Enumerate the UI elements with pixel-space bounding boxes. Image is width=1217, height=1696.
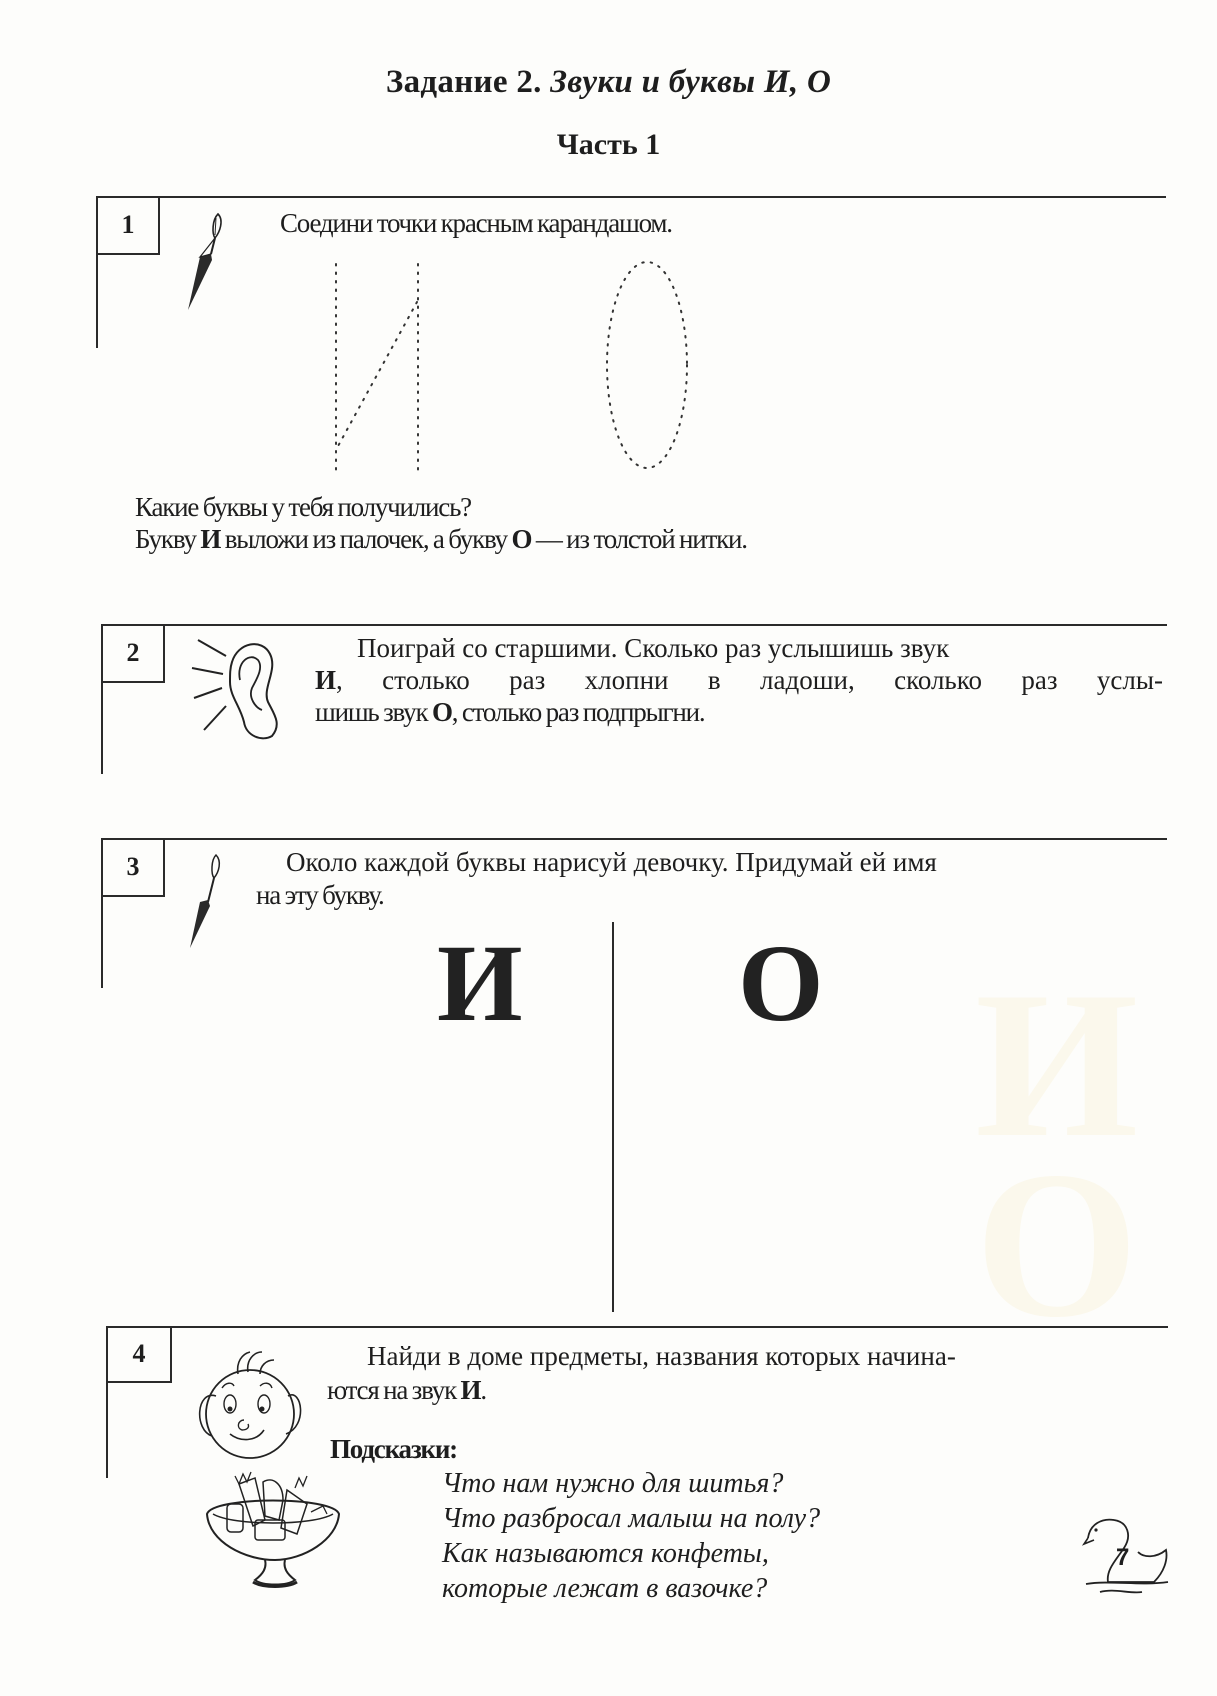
dotted-letter-i-trace[interactable] [320,258,470,473]
task-1-top-rule [96,196,1166,198]
task-4-text-line-1: Найди в доме предметы, названия которых начина- [367,1341,956,1371]
follow-up-text: выложи из палочек, а букву [220,524,512,554]
hint-item: которые лежат в вазочке? [442,1573,768,1604]
task-number-box [101,625,165,683]
letter-i: И [315,665,337,695]
task-4-text-fragment: ются на звук [327,1375,461,1405]
letter-o: О [431,697,452,727]
task-1-question: Какие буквы у тебя получились? [135,492,471,522]
follow-up-text: — из толстой нитки. [531,524,747,554]
task-number: 3 [126,852,140,881]
page-subtitle: Часть 1 [556,128,661,161]
boy-face-icon [186,1340,311,1465]
ear-icon [190,632,290,742]
task-3-text-line-1: Около каждой буквы нарисуй девочку. Придумай ей имя [286,847,937,877]
paintbrush-icon [182,210,232,315]
title-prefix: Задание 2. [385,64,542,100]
letter-i: И [460,1375,481,1405]
candy-bowl-icon [203,1470,343,1595]
follow-up-text: Букву [135,524,201,554]
task-4-text-line-2 [327,1375,486,1405]
task-number: 1 [121,210,135,239]
task-4-text-fragment: . [480,1375,486,1405]
page-number: 7 [1116,1544,1130,1571]
task-3-top-rule [101,838,1167,840]
task-number-box [101,839,165,897]
task-number: 4 [132,1339,146,1368]
letter-o-large: О [738,922,824,1044]
hint-item: Что разбросал малыш на полу? [442,1503,821,1534]
letter-i: И [200,524,221,554]
task-1-follow-up [135,524,747,554]
hint-item: Как называются конфеты, [442,1538,769,1569]
page-title [0,64,1217,101]
task-2-text [315,632,1163,728]
bleed-through-letter: И [975,949,1139,1181]
task-2-line [315,696,1163,728]
task-2-text-fragment: , столько раз хлопни в ладоши, сколько раз услы- [336,665,1163,695]
task-2-text-fragment: , столько раз подпрыгни. [451,697,705,727]
task-3-text-line-2: на эту букву. [256,880,384,910]
drawing-area-divider [612,922,614,1312]
task-2-line [315,664,1163,696]
letter-i-large: И [437,922,523,1044]
swan-icon [1080,1500,1180,1600]
letter-o: О [511,524,532,554]
task-2-text-fragment: шишь звук [315,697,432,727]
dotted-letter-o-trace[interactable] [585,255,715,480]
task-2-top-rule [101,624,1167,626]
paintbrush-icon [186,852,226,952]
hints-label: Подсказки: [330,1434,457,1464]
bleed-through-letter: О [975,1129,1139,1361]
drawing-area-i[interactable] [125,960,605,1310]
task-1-instruction: Соедини точки красным карандашом. [280,208,672,238]
task-number-box [106,1327,172,1383]
task-number: 2 [126,638,140,667]
title-italic: Звуки и буквы И, О [550,64,832,100]
hint-item: Что нам нужно для шитья? [442,1468,784,1499]
task-2-line: Поиграй со старшими. Сколько раз услышишь звук [357,633,950,663]
hints-list [442,1466,820,1606]
task-number-box [96,197,160,255]
